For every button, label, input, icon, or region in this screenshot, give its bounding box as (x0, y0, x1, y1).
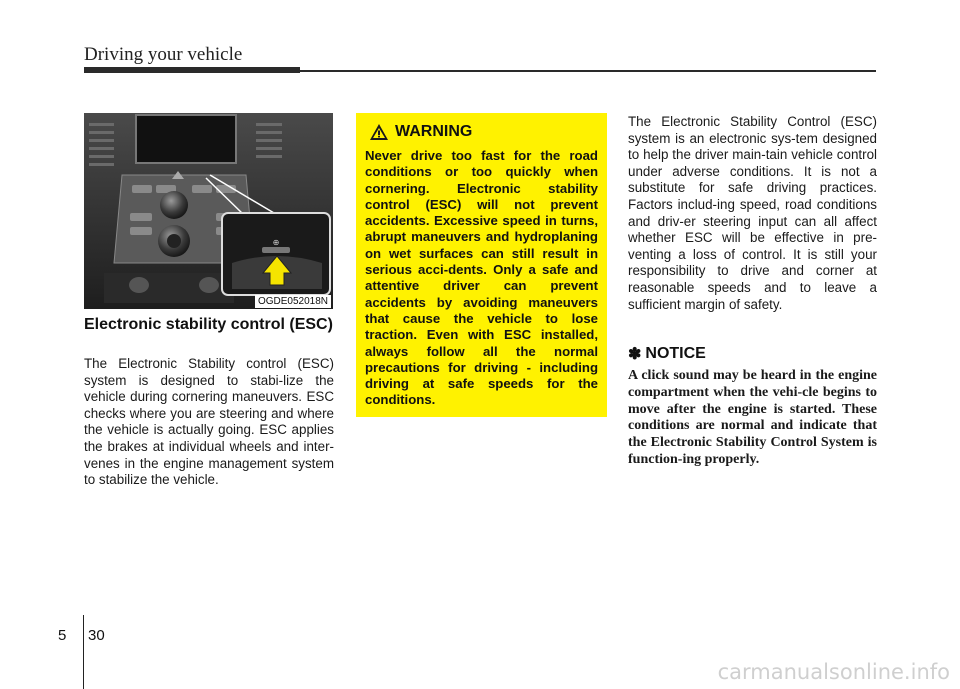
warning-title-row (369, 121, 598, 143)
footer-rule (83, 615, 84, 689)
figure-code: OGDE052018N (255, 295, 331, 308)
notice-title: NOTICE (645, 345, 706, 362)
chapter-number: 5 (58, 627, 67, 644)
notice-asterisk-icon: ✽ (628, 346, 642, 363)
warning-triangle-icon (369, 123, 389, 141)
esc-description: The Electronic Stability Control (ESC) system is an electronic sys-tem designed to help the driver main-tain vehicle control under adverse conditions. It is not a substitute for safe driving practices. Factors includ-ing speed, road conditions and driv-er steering input can all affect whether ESC will be effective in pre-venting a loss of control. It is still your responsibility to drive and corner at reasonable speeds and to leave a sufficient margin of safety. (628, 114, 877, 312)
svg-text:⊕: ⊕ (272, 238, 280, 247)
notice-heading (628, 344, 706, 364)
warning-title: WARNING (395, 123, 473, 140)
esc-button-photo (84, 113, 333, 309)
section-body: The Electronic Stability control (ESC) system is designed to stabi-lize the vehicle during cornering maneuvers. ESC checks where you are steering and where the vehicle is actually going. ESC applies the brakes at individual wheels and inter-venes in the engine management system to stabilize the vehicle. (84, 356, 334, 488)
dashboard-illustration (84, 113, 333, 309)
warning-body: Never drive too fast for the road conditions or too quickly when cornering. Electronic stability control (ESC) will not prevent accidents. Excessive speed in turns, abrupt maneuvers and hydroplaning on wet surfaces can still result in serious acci-dents. Only a safe and attentive driver can prevent accidents by avoiding maneuvers that cause the vehicle to lose traction. Even with ESC installed, always follow all the normal precautions for driving - including driving at safe speeds for the conditions. (365, 148, 598, 408)
section-heading: Electronic stability control (ESC) (84, 316, 333, 333)
header-rule-thin (300, 70, 876, 72)
page-number: 30 (88, 627, 105, 644)
page-header-title: Driving your vehicle (84, 44, 243, 65)
warning-box (356, 113, 607, 417)
watermark: carmanualsonline.info (717, 660, 950, 684)
notice-body: A click sound may be heard in the engine compartment when the vehi-cle begins to move after the engine is started. These conditions are normal and indicate that the Electronic Stability Control System is function-ing properly. (628, 368, 877, 467)
header-rule-thick (84, 67, 300, 73)
